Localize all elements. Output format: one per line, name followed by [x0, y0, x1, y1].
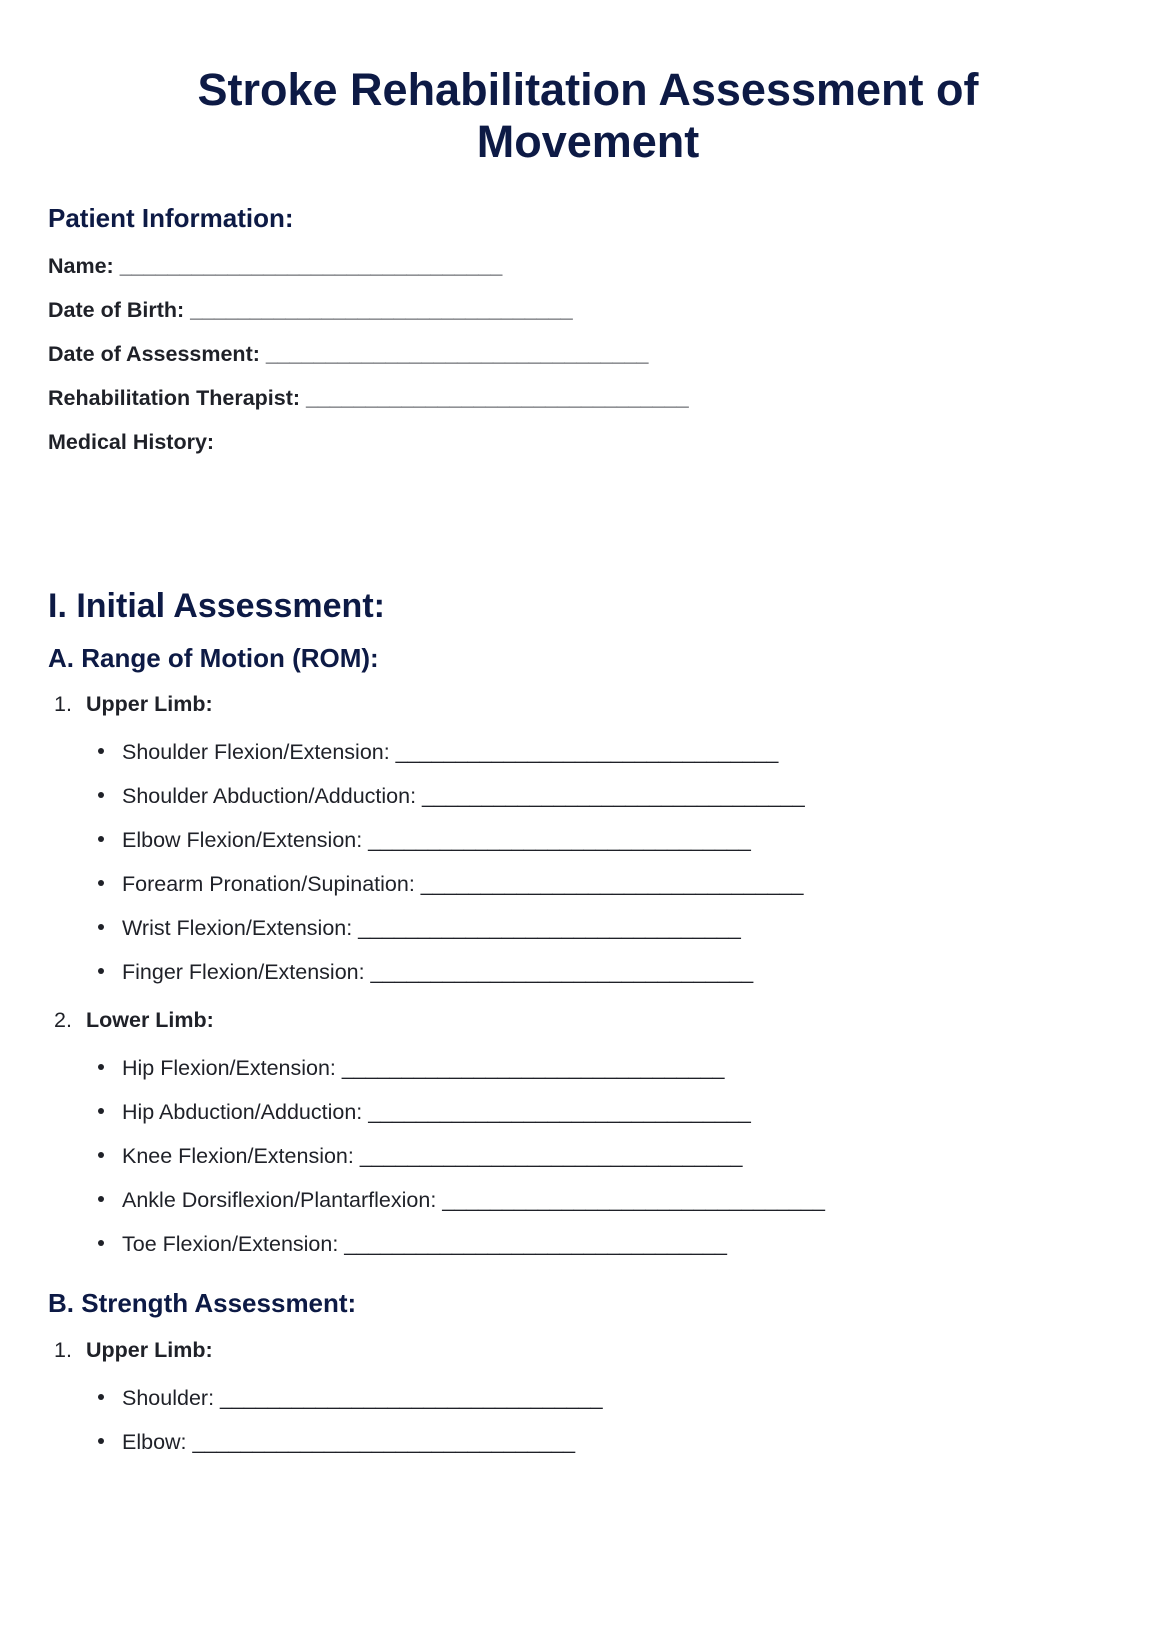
list-label: Upper Limb: [86, 1338, 213, 1362]
bullet-icon [98, 968, 104, 974]
bullet-icon [98, 792, 104, 798]
rom-lower-limb [54, 1008, 214, 1033]
bullet-icon [98, 748, 104, 754]
bullet-icon [98, 1064, 104, 1070]
list-item [98, 1386, 603, 1411]
rom-heading: A. Range of Motion (ROM): [48, 643, 379, 673]
list-item [98, 1430, 575, 1455]
bullet-icon [98, 836, 104, 842]
rom-upper-limb [54, 692, 213, 717]
list-item-text: Finger Flexion/Extension: ________________________________ [122, 960, 754, 984]
bullet-icon [98, 1196, 104, 1202]
list-item [98, 1144, 742, 1169]
list-item-text: Ankle Dorsiflexion/Plantarflexion: ________________________________ [122, 1188, 825, 1212]
list-item [98, 740, 778, 765]
list-item-text: Elbow Flexion/Extension: ________________________________ [122, 828, 751, 852]
list-item [98, 1056, 725, 1081]
list-item-text: Shoulder Flexion/Extension: ________________________________ [122, 740, 779, 764]
list-item-text: Hip Flexion/Extension: ________________________________ [122, 1056, 725, 1080]
bullet-icon [98, 1394, 104, 1400]
bullet-icon [98, 924, 104, 930]
bullet-icon [98, 1152, 104, 1158]
list-item [98, 1188, 825, 1213]
list-number: 2. [54, 1008, 72, 1032]
bullet-icon [98, 1240, 104, 1246]
therapist-field: Rehabilitation Therapist: ________________________________ [48, 386, 689, 410]
list-item [98, 1100, 751, 1125]
list-item [98, 916, 741, 941]
list-item-text: Toe Flexion/Extension: ________________________________ [122, 1232, 727, 1256]
strength-heading: B. Strength Assessment: [48, 1288, 357, 1318]
bullet-icon [98, 1438, 104, 1444]
dob-field: Date of Birth: ________________________________ [48, 298, 573, 322]
list-item-text: Shoulder Abduction/Adduction: ________________________________ [122, 784, 805, 808]
list-item [98, 872, 803, 897]
list-item-text: Elbow: ________________________________ [122, 1430, 576, 1454]
list-item-text: Knee Flexion/Extension: ________________________________ [122, 1144, 743, 1168]
list-item-text: Forearm Pronation/Supination: ________________________________ [122, 872, 804, 896]
title-line-1: Stroke Rehabilitation Assessment of [197, 64, 979, 115]
list-item-text: Hip Abduction/Adduction: ________________________________ [122, 1100, 751, 1124]
list-label: Upper Limb: [86, 692, 213, 716]
list-item-text: Shoulder: ________________________________ [122, 1386, 603, 1410]
list-label: Lower Limb: [86, 1008, 214, 1032]
page-title [0, 64, 1176, 168]
initial-assessment-heading: I. Initial Assessment: [48, 587, 385, 625]
list-number: 1. [54, 692, 72, 716]
patient-info-heading: Patient Information: [48, 203, 294, 233]
list-item [98, 960, 753, 985]
list-item [98, 828, 751, 853]
list-number: 1. [54, 1338, 72, 1362]
assessment-date-field: Date of Assessment: ________________________________ [48, 342, 649, 366]
medical-history-field: Medical History: [48, 430, 215, 454]
list-item-text: Wrist Flexion/Extension: ________________________________ [122, 916, 741, 940]
list-item [98, 784, 805, 809]
bullet-icon [98, 1108, 104, 1114]
title-line-2: Movement [476, 116, 700, 167]
bullet-icon [98, 880, 104, 886]
strength-upper-limb [54, 1338, 213, 1363]
list-item [98, 1232, 727, 1257]
name-field: Name: ________________________________ [48, 254, 503, 278]
